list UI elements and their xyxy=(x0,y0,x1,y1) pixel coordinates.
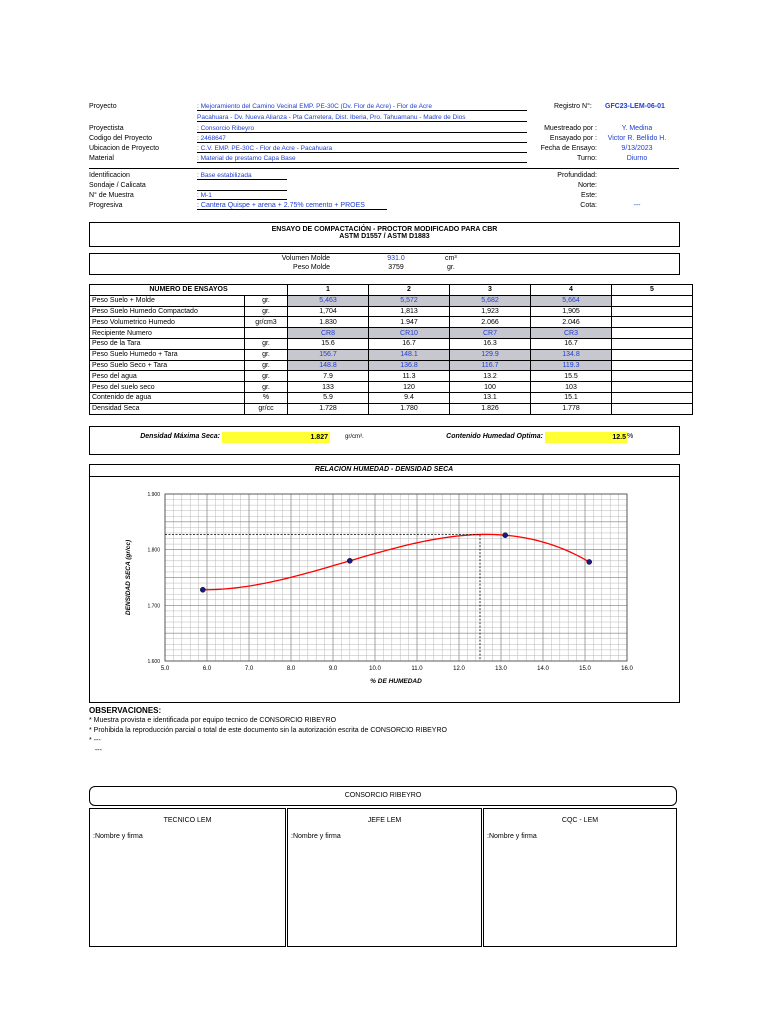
table-cell xyxy=(612,295,693,306)
table-cell: 15.5 xyxy=(531,371,612,382)
x-tick-label: 14.0 xyxy=(537,666,549,672)
table-cell: CR10 xyxy=(369,328,450,339)
row-label: Peso Suelo Seco + Tara xyxy=(90,360,245,371)
table-cell: 1.780 xyxy=(369,403,450,414)
table-col-header: 5 xyxy=(612,285,693,296)
omc-value: 12.5 xyxy=(545,432,627,443)
table-cell xyxy=(612,317,693,328)
proyecto-value-1: : Mejoramiento del Camino Vecinal EMP. PE-30C (Dv. Flor de Acre) - Flor de Acre xyxy=(197,103,527,111)
y-tick-label: 1.900 xyxy=(147,492,160,498)
y-tick-label: 1.600 xyxy=(147,659,160,665)
header-divider xyxy=(89,168,679,169)
table-row xyxy=(90,349,693,360)
table-cell: 148.1 xyxy=(369,349,450,360)
x-tick-label: 16.0 xyxy=(621,666,633,672)
data-point xyxy=(503,533,508,538)
row-unit: gr. xyxy=(245,371,288,382)
table-cell: 1.830 xyxy=(288,317,369,328)
table-row xyxy=(90,306,693,317)
table-cell: 13.1 xyxy=(450,392,531,403)
table-cell: 15.6 xyxy=(288,338,369,349)
moisture-density-chart xyxy=(89,477,678,700)
table-cell: 11.3 xyxy=(369,371,450,382)
muestra-value: : M-1 xyxy=(197,192,287,200)
table-row xyxy=(90,328,693,339)
row-label: Peso de la Tara xyxy=(90,338,245,349)
test-title-2: ASTM D1557 / ASTM D1883 xyxy=(339,233,430,240)
y-axis-label: DENSIDAD SECA (gr/cc) xyxy=(125,539,132,616)
ensayado-value: Victor R. Bellido H. xyxy=(607,135,667,142)
sondaje-line xyxy=(197,190,287,191)
x-tick-label: 7.0 xyxy=(244,666,254,672)
table-cell xyxy=(612,338,693,349)
table-cell xyxy=(612,306,693,317)
table-cell xyxy=(612,371,693,382)
table-cell: 119.3 xyxy=(531,360,612,371)
table-cell: 120 xyxy=(369,382,450,393)
data-point xyxy=(587,559,592,564)
x-tick-label: 9.0 xyxy=(328,666,338,672)
row-label: Peso del agua xyxy=(90,371,245,382)
progresiva-label: Progresiva xyxy=(89,202,123,209)
data-point xyxy=(200,587,205,592)
table-row xyxy=(90,338,693,349)
table-col-header: 1 xyxy=(288,285,369,296)
table-cell: 134.8 xyxy=(531,349,612,360)
signature-title: JEFE LEM xyxy=(367,817,402,824)
table-row xyxy=(90,360,693,371)
row-label: Peso Suelo Humedo Compactado xyxy=(90,306,245,317)
table-cell xyxy=(612,360,693,371)
table-col-header: 3 xyxy=(450,285,531,296)
table-cell: 156.7 xyxy=(288,349,369,360)
x-tick-label: 10.0 xyxy=(369,666,381,672)
fecha-label: Fecha de Ensayo: xyxy=(540,145,597,152)
x-axis-label: % DE HUMEDAD xyxy=(370,678,422,685)
muestreado-label: Muestreado por : xyxy=(544,125,597,132)
x-tick-label: 15.0 xyxy=(579,666,591,672)
table-cell: 1.728 xyxy=(288,403,369,414)
observation-line: * Muestra provista e identificada por equipo tecnico de CONSORCIO RIBEYRO xyxy=(89,717,337,724)
row-unit: gr/cm3 xyxy=(245,317,288,328)
muestreado-value: Y. Medina xyxy=(621,125,653,132)
signature-label: :Nombre y firma xyxy=(487,833,537,840)
test-title-box xyxy=(89,222,680,247)
x-tick-label: 12.0 xyxy=(453,666,465,672)
table-cell: 1.778 xyxy=(531,403,612,414)
table-cell: 116.7 xyxy=(450,360,531,371)
company-box xyxy=(89,786,677,806)
signature-box-cqc xyxy=(483,808,677,947)
row-label: Recipiente Numero xyxy=(90,328,245,339)
table-header-row xyxy=(90,285,693,296)
table-cell: 1,923 xyxy=(450,306,531,317)
registro-label: Registro N°: xyxy=(554,103,592,110)
company-name: CONSORCIO RIBEYRO xyxy=(344,792,422,799)
mdd-value: 1.827 xyxy=(222,432,330,443)
table-cell xyxy=(612,392,693,403)
table-cell: 16.7 xyxy=(531,338,612,349)
row-unit: gr. xyxy=(245,382,288,393)
observations-title: OBSERVACIONES: xyxy=(89,706,162,715)
material-label: Material xyxy=(89,155,114,162)
este-label: Este: xyxy=(581,192,597,199)
ubicacion-value: : C.V. EMP. PE-30C - Flor de Acre - Pacahuara xyxy=(197,145,527,153)
table-cell: CR7 xyxy=(450,328,531,339)
table-cell: 2.066 xyxy=(450,317,531,328)
signature-title: CQC - LEM xyxy=(561,817,599,824)
mdd-unit: gr/cm³. xyxy=(345,434,364,440)
omc-unit: % xyxy=(627,433,634,440)
table-cell: CR3 xyxy=(531,328,612,339)
proyecto-label: Proyecto xyxy=(89,103,117,110)
codigo-label: Codigo del Proyecto xyxy=(89,135,153,142)
table-cell xyxy=(612,403,693,414)
observation-line: * --- xyxy=(89,737,101,744)
table-cell xyxy=(612,382,693,393)
y-tick-label: 1.800 xyxy=(147,547,160,554)
norte-label: Norte: xyxy=(577,182,597,189)
sondaje-label: Sondaje / Calicata xyxy=(89,182,146,189)
x-tick-label: 8.0 xyxy=(286,666,296,672)
identificacion-value: : Base estabilizada xyxy=(197,172,287,180)
table-cell: 13.2 xyxy=(450,371,531,382)
row-unit: gr. xyxy=(245,306,288,317)
row-unit: gr. xyxy=(245,349,288,360)
row-unit xyxy=(245,328,288,339)
table-cell: 5,572 xyxy=(369,295,450,306)
table-col-header: 2 xyxy=(369,285,450,296)
signature-box-jefe xyxy=(287,808,482,947)
volumen-value: 931.0 xyxy=(387,255,405,262)
observation-line: * Prohibida la reproducción parcial o total de este documento sin la autorización escrita de CONSORCIO RIBEYRO xyxy=(89,727,447,734)
table-cell: 9.4 xyxy=(369,392,450,403)
x-tick-label: 6.0 xyxy=(202,666,212,672)
signature-box-tecnico xyxy=(89,808,286,947)
turno-value: Diurno xyxy=(626,155,648,162)
table-cell: 15.1 xyxy=(531,392,612,403)
table-cell: 103 xyxy=(531,382,612,393)
row-unit: gr. xyxy=(245,295,288,306)
table-row xyxy=(90,317,693,328)
omc-label: Contenido Humedad Optima: xyxy=(446,433,543,440)
x-tick-label: 5.0 xyxy=(160,666,170,672)
identificacion-label: Identificacion xyxy=(89,172,130,179)
table-cell: 1,704 xyxy=(288,306,369,317)
table-cell: 16.7 xyxy=(369,338,450,349)
table-cell: 5,463 xyxy=(288,295,369,306)
material-value: : Material de prestamo Capa Base xyxy=(197,155,527,163)
cota-value: --- xyxy=(633,202,641,209)
x-tick-label: 11.0 xyxy=(411,666,423,672)
row-label: Densidad Seca xyxy=(90,403,245,414)
table-cell: 5.9 xyxy=(288,392,369,403)
row-label: Peso del suelo seco xyxy=(90,382,245,393)
table-cell: 16.3 xyxy=(450,338,531,349)
y-tick-label: 1.700 xyxy=(147,603,160,610)
registro-value: GFC23-LEM-06-01 xyxy=(605,103,665,110)
chart-title: RELACION HUMEDAD - DENSIDAD SECA xyxy=(314,466,454,473)
fitted-curve xyxy=(203,534,589,589)
peso-molde-label: Peso Molde xyxy=(293,264,330,271)
table-cell: 1.947 xyxy=(369,317,450,328)
x-tick-label: 13.0 xyxy=(495,666,507,672)
table-cell: 1,905 xyxy=(531,306,612,317)
table-header-label: NUMERO DE ENSAYOS xyxy=(90,285,288,296)
ensayado-label: Ensayado por : xyxy=(549,135,597,142)
table-row xyxy=(90,382,693,393)
table-cell: 100 xyxy=(450,382,531,393)
row-label: Contenido de agua xyxy=(90,392,245,403)
row-label: Peso Volumetrico Humedo xyxy=(90,317,245,328)
profundidad-label: Profundidad: xyxy=(557,172,597,179)
table-cell: 1.826 xyxy=(450,403,531,414)
turno-label: Turno: xyxy=(577,155,597,162)
data-point xyxy=(347,558,352,563)
mdd-label: Densidad Máxima Seca: xyxy=(140,433,220,440)
row-label: Peso Suelo + Molde xyxy=(90,295,245,306)
volumen-unit: cm³ xyxy=(445,255,457,262)
table-col-header: 4 xyxy=(531,285,612,296)
table-cell xyxy=(612,328,693,339)
table-cell: 1,813 xyxy=(369,306,450,317)
table-row xyxy=(90,392,693,403)
ubicacion-label: Ubicacion de Proyecto xyxy=(89,145,160,152)
codigo-value: : 2468647 xyxy=(197,135,527,143)
row-unit: gr. xyxy=(245,338,288,349)
cota-label: Cota: xyxy=(580,202,597,209)
table-cell: 5,682 xyxy=(450,295,531,306)
row-unit: gr. xyxy=(245,360,288,371)
peso-molde-value: 3759 xyxy=(388,264,404,271)
table-row xyxy=(90,295,693,306)
row-unit: gr/cc xyxy=(245,403,288,414)
muestra-label: N° de Muestra xyxy=(89,192,134,199)
table-cell: 7.9 xyxy=(288,371,369,382)
signature-label: :Nombre y firma xyxy=(291,833,341,840)
table-cell: 5,664 xyxy=(531,295,612,306)
volumen-label: Volumen Molde xyxy=(281,255,330,262)
row-label: Peso Suelo Humedo + Tara xyxy=(90,349,245,360)
observation-line: --- xyxy=(89,747,102,754)
proyectista-label: Proyectista xyxy=(89,125,124,132)
table-cell: 133 xyxy=(288,382,369,393)
proyectista-value: : Consorcio Ribeyro xyxy=(197,125,527,133)
table-cell: 136.8 xyxy=(369,360,450,371)
table-cell: 2.046 xyxy=(531,317,612,328)
proyecto-value-2: Pacahuara - Dv. Nueva Alianza - Pta Carretera, Dist. Iberia, Pro. Tahuamanu - Madre de Dios xyxy=(197,114,527,122)
fecha-value: 9/13/2023 xyxy=(621,145,653,152)
peso-molde-unit: gr. xyxy=(447,264,455,271)
signature-title: TECNICO LEM xyxy=(163,817,212,824)
test-title-1: ENSAYO DE COMPACTACIÓN - PROCTOR MODIFICADO PARA CBR xyxy=(271,226,498,233)
table-cell: 129.9 xyxy=(450,349,531,360)
table-row xyxy=(90,403,693,414)
signature-label: :Nombre y firma xyxy=(93,833,143,840)
table-cell: 148.8 xyxy=(288,360,369,371)
row-unit: % xyxy=(245,392,288,403)
table-row xyxy=(90,371,693,382)
table-cell: CR8 xyxy=(288,328,369,339)
table-cell xyxy=(612,349,693,360)
test-data-table xyxy=(89,284,693,415)
progresiva-value: : Cantera Quispe + arena + 2.75% cemento + PROES xyxy=(197,202,387,210)
